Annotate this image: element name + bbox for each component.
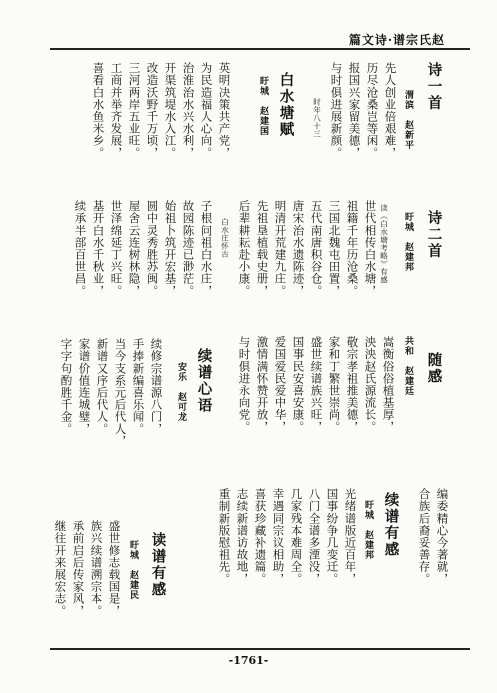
poem-author: 安乐 赵可龙 <box>176 362 186 422</box>
verse-line: 开渠筑堤水入江。 <box>163 62 178 159</box>
poem-author: 渭滨 赵新平 <box>403 90 413 150</box>
verse-line: 圆中灵秀胜苏闽。 <box>145 200 160 297</box>
header-rule <box>50 48 470 50</box>
verse-line: 先祖垦植载史册， <box>255 200 270 297</box>
poem-author: 盱城 赵建邦 <box>403 212 413 272</box>
verse-line: 明清开荒建九庄。 <box>273 200 288 297</box>
verse-line: 唐宋治水遗陈迹， <box>291 200 306 297</box>
verse-line: 幸遇同宗议相助， <box>271 488 286 585</box>
verse-line: 继往开来展宏志。 <box>53 520 68 617</box>
verse-line: 先人创业倍艰难， <box>383 62 398 159</box>
poem-title: 读谱有感 <box>149 532 167 598</box>
poem-subtitle: 白水庄怀古 <box>220 218 230 258</box>
verse-line: 报国兴家留美德， <box>347 62 362 159</box>
verse-line: 五代南唐积谷仓。 <box>309 200 324 297</box>
verse-line: 世代相传白水塘， <box>363 200 378 297</box>
verse-line: 承前启后传家风， <box>71 520 86 617</box>
poem-author: 共和 赵建廷 <box>403 336 413 396</box>
poem-title: 续谱有感 <box>382 492 400 558</box>
poem-note: 时年八十三 <box>312 98 322 138</box>
poem-author: 盱城 赵建民 <box>128 540 138 600</box>
page-header: 篇文诗·谱宗氏赵 <box>348 33 445 47</box>
verse-line: 改造沃野千万顷， <box>145 62 160 159</box>
verse-line: 与时俱进展新颜。 <box>329 62 344 159</box>
verse-line: 工商并举齐发展， <box>109 62 124 159</box>
verse-line: 嵩衡俗俗植基厚， <box>381 336 396 433</box>
verse-line: 盛世修志载国是， <box>107 520 122 617</box>
verse-line: 历尽沧桑岂等闲。 <box>365 62 380 159</box>
verse-line: 后辈耕耘赴小康。 <box>237 200 252 297</box>
verse-line: 治淮治水兴水利， <box>181 62 196 159</box>
verse-line: 盛世续谱族兴旺， <box>309 336 324 433</box>
verse-line: 三国北魏屯田置， <box>327 200 342 297</box>
verse-line: 英明决策共产党， <box>217 62 232 159</box>
verse-line: 新谱又序后代人。 <box>95 338 110 435</box>
verse-line: 国事纷争几变迁。 <box>325 488 340 585</box>
verse-line: 家谱价值连城璧， <box>77 338 92 435</box>
poem-title: 续谱心语 <box>195 348 213 414</box>
verse-line: 当今支系元后代人， <box>113 338 128 447</box>
verse-line: 手捧新编喜乐闻。 <box>131 338 146 435</box>
verse-line: 祖籍千年历沧桑。 <box>345 200 360 297</box>
poem-title: 随感 <box>425 352 443 385</box>
verse-line: 合族后裔妥善存。 <box>417 488 432 585</box>
verse-line: 屋舍云连树林隐， <box>127 200 142 297</box>
poem-author: 盱城 赵建邦 <box>363 500 373 560</box>
verse-line: 喜获珍藏补遗篇。 <box>253 488 268 585</box>
verse-line: 光绪谱版近百年， <box>343 488 358 585</box>
verse-line: 泱泱赵氏源流长。 <box>363 336 378 433</box>
verse-line: 国事民安喜安康。 <box>291 336 306 433</box>
verse-line: 三河两岸五业旺。 <box>127 62 142 159</box>
verse-line: 重制新版慰祖先。 <box>217 488 232 585</box>
verse-line: 几家残本难周全。 <box>289 488 304 585</box>
verse-line: 族兴续谱溯宗本。 <box>89 520 104 617</box>
verse-line: 续承半部百世昌。 <box>73 200 88 297</box>
verse-line: 与时俱进永向党。 <box>237 336 252 433</box>
poem-title: 诗二首 <box>425 210 443 260</box>
poem-title: 白水塘赋 <box>277 72 295 138</box>
verse-line: 基开白水千秋业， <box>91 200 106 297</box>
poem-title: 诗一首 <box>425 62 443 112</box>
verse-line: 世泽绵延丁兴旺。 <box>109 200 124 297</box>
verse-line: 续修宗谱源八门， <box>149 338 164 435</box>
verse-line: 志续新谱访故地， <box>235 488 250 585</box>
verse-line: 家和丁繁世崇尚。 <box>327 336 342 433</box>
verse-line: 子根问祖白水庄， <box>199 200 214 297</box>
verse-line: 为民造福人心向。 <box>199 62 214 159</box>
verse-line: 激情满怀赞开放， <box>255 336 270 433</box>
poem-subtitle: 读《白水塘考略》有感 <box>379 204 389 284</box>
verse-line: 故园陈迹已渺茫。 <box>181 200 196 297</box>
verse-line: 字字句酌胜千金。 <box>59 338 74 435</box>
verse-line: 爱国爱民爱中华， <box>273 336 288 433</box>
verse-line: 敬宗孝祖推美德， <box>345 336 360 433</box>
poem-author: 盱城 赵建国 <box>258 76 268 136</box>
footer-rule <box>50 648 470 650</box>
verse-line: 喜看白水鱼米乡。 <box>91 62 106 159</box>
verse-line: 编委精心今著就， <box>435 488 450 585</box>
verse-line: 始祖卜筑开宏基， <box>163 200 178 297</box>
verse-line: 八门全谱多湮没， <box>307 488 322 585</box>
page-number: -1761- <box>228 654 269 667</box>
